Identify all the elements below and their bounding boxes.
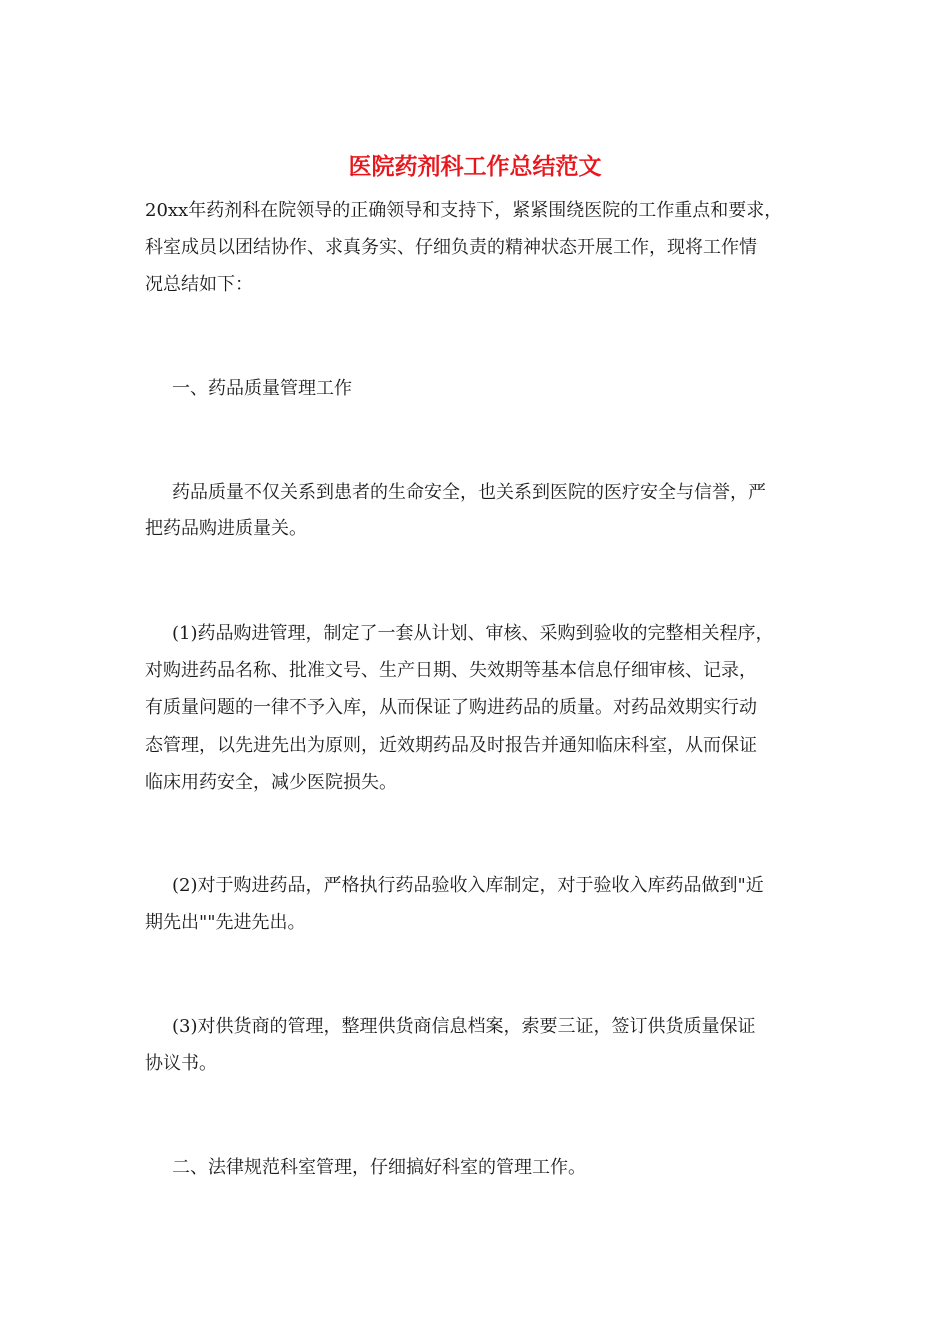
item-1-line-3: 有质量问题的一律不予入库，从而保证了购进药品的质量。对药品效期实行动 [145, 697, 757, 718]
intro-line-2: 科室成员以团结协作、求真务实、仔细负责的精神状态开展工作，现将工作情 [145, 237, 757, 258]
item-3-line-2: 协议书。 [145, 1053, 217, 1074]
item-2-line-1: (2)对于购进药品，严格执行药品验收入库制定，对于验收入库药品做到"近 [172, 875, 764, 896]
intro-line-1: 20xx年药剂科在院领导的正确领导和支持下，紧紧围绕医院的工作重点和要求， [145, 200, 783, 221]
para-1-line-1: 药品质量不仅关系到患者的生命安全，也关系到医院的医疗安全与信誉，严 [172, 482, 766, 503]
item-1-line-5: 临床用药安全，减少医院损失。 [145, 772, 397, 793]
intro-line-3: 况总结如下： [145, 274, 253, 295]
item-1-line-2: 对购进药品名称、批准文号、生产日期、失效期等基本信息仔细审核、记录， [145, 660, 757, 681]
section-1-heading: 一、药品质量管理工作 [172, 378, 352, 399]
item-2-line-2: 期先出""先进先出。 [145, 912, 306, 933]
section-2-heading: 二、法律规范科室管理，仔细搞好科室的管理工作。 [172, 1157, 586, 1178]
item-1-line-1: (1)药品购进管理，制定了一套从计划、审核、采购到验收的完整相关程序， [172, 623, 774, 644]
document-title: 医院药剂科工作总结范文 [348, 153, 602, 180]
item-1-line-4: 态管理，以先进先出为原则，近效期药品及时报告并通知临床科室，从而保证 [145, 735, 757, 756]
item-3-line-1: (3)对供货商的管理，整理供货商信息档案，索要三证，签订供货质量保证 [172, 1016, 756, 1037]
para-1-line-2: 把药品购进质量关。 [145, 518, 307, 539]
